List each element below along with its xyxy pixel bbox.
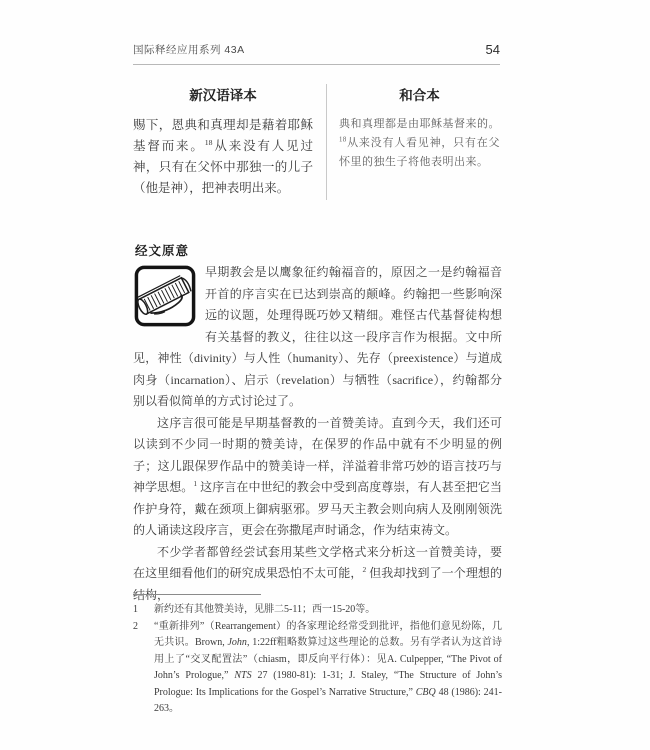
footnote-2: [133, 619, 502, 718]
series-title: 国际释经应用系列 43A: [133, 44, 245, 56]
footnote-number: 2: [133, 620, 138, 632]
running-header: [133, 42, 500, 65]
scripture-cuv-part1: 典和真理都是由耶稣基督来的。: [339, 118, 500, 130]
paragraph-1-text: 早期教会是以鹰象征约翰福音的，原因之一是约翰福音开首的序言实在已达到崇高的颠峰。约翰把一些影响深远的议题，处理得既巧妙又精细。难怪古代基督徒构想有关基督的教义，往往以这一段序言作为根据。文中所见，神性（divinity）与人性（humanity）、先存（preexistence）与道成肉身（incarnation）、启示（revelation）与牺牲（sacrifice），约翰都分别以看似简单的方式讨论过了。: [133, 265, 502, 408]
section-title: 经文原意: [135, 244, 190, 258]
scroll-icon: [134, 265, 196, 327]
verse-number: 18: [339, 136, 347, 144]
footnote-text: 新约还有其他赞美诗，见腓二5-11；西一15-20等。: [154, 604, 376, 615]
paragraph-2-part1: 这序言很可能是早期基督教的一首赞美诗。直到今天，我们还可以读到不少同一时期的赞美诗，在保罗的作品中就有不少明显的例子；这儿跟保罗作品中的赞美诗一样，洋溢着非常巧妙的语言技巧与神学思想。: [133, 415, 502, 494]
scripture-comparison: [133, 84, 500, 199]
scripture-text-cuv: [339, 115, 500, 172]
page-number: 54: [485, 42, 500, 57]
paragraph-2: [133, 413, 502, 542]
column-cuv: [326, 84, 500, 199]
paragraph-3-part2: 但我却找到了一个理想的结构，: [133, 566, 502, 602]
column-cnv: [133, 84, 326, 199]
verse-number: 18: [204, 137, 213, 147]
paragraph-2-part2: 这序言在中世纪的教会中受到高度尊崇，有人甚至把它当作护身符，戴在颈项上御病驱邪。罗马天主教会则向病人及刚刚领洗的人诵读这段序言，更会在弥撒尾声时诵念，作为结束祷文。: [133, 480, 502, 537]
footnote-text: “重新排列”（Rearrangement）的各家理论经常受到批评，指他们意见纷陈，几无共识。Brown, John, 1:22ff粗略数算过这些理论的总数。另有学者认为这首诗用上了“交叉配置法”（chiasm，即反向平行体）：见A. Culpepper, “The Pivot of John’s Prologue,” NTS 27 (1980-81): 1-31; J. Staley, “The Structure of John’s Prologue: Its Implications for the Gospel’s Narrative Structure,” CBQ 48 (1986): 241-263。: [154, 620, 502, 714]
scripture-cuv-part2: 从来没有人看见神，只有在父怀里的独生子将他表明出来。: [339, 137, 500, 168]
scripture-cnv-part1: 赐下，恩典和真理却是藉着耶稣基督而来。: [133, 118, 313, 153]
paragraph-1: [133, 262, 502, 413]
footnote-1: [133, 602, 502, 619]
paragraph-3-part1: 不少学者都曾经尝试套用某些文学格式来分析这一首赞美诗，要在这里细看他们的研究成果恐怕不太可能，: [133, 544, 502, 580]
column-header-cuv: 和合本: [399, 88, 440, 103]
footnote-number: 1: [133, 604, 138, 615]
footnote-ref-1: 1: [193, 479, 198, 488]
scripture-cnv-part2: 从来没有人见过神，只有在父怀中那独一的儿子（他是神），把神表明出来。: [133, 139, 313, 195]
column-header-cnv: 新汉语译本: [189, 88, 257, 103]
footnote-ref-2: 2: [362, 565, 367, 574]
footnotes-block: [133, 594, 502, 718]
commentary-body: [133, 262, 502, 606]
column-divider: [326, 84, 327, 200]
scripture-text-cnv: [133, 115, 313, 199]
footnote-divider: [133, 594, 261, 595]
